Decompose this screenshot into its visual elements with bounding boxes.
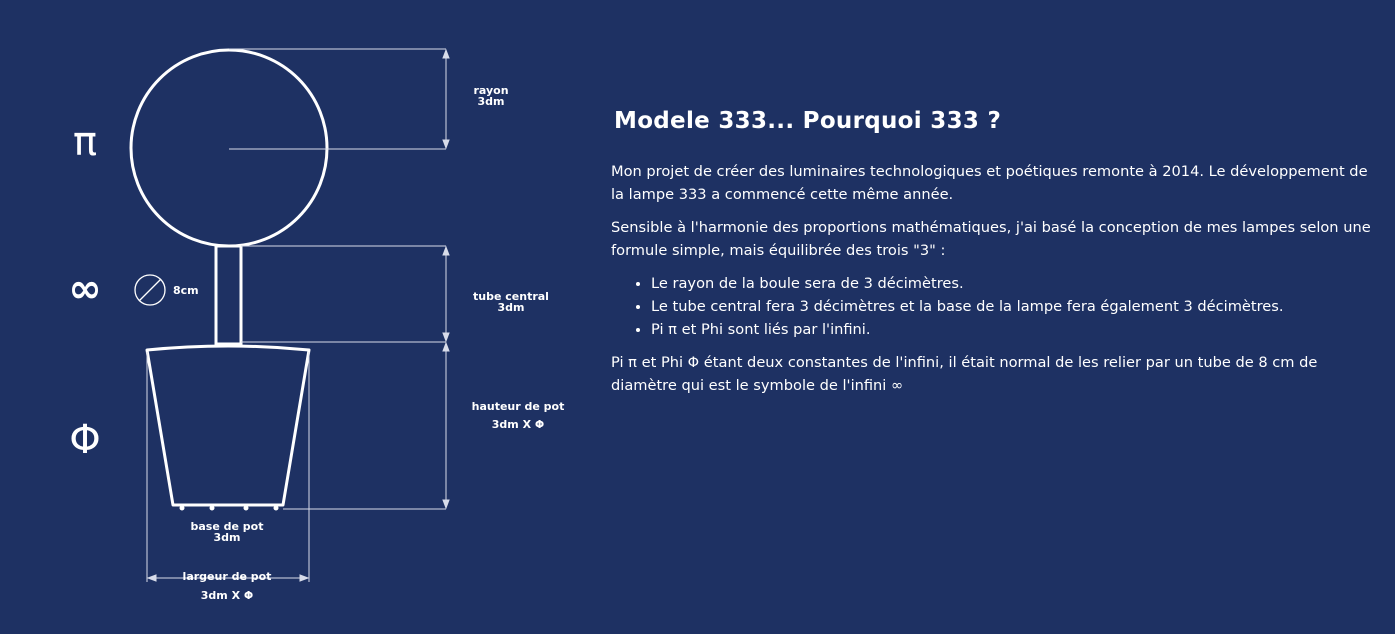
hauteur-dimension bbox=[443, 343, 449, 508]
largeur-label: largeur de pot bbox=[182, 570, 272, 583]
hauteur-label: hauteur de pot bbox=[471, 400, 565, 413]
article-section bbox=[611, 108, 1371, 407]
rayon-dimension bbox=[443, 50, 449, 148]
sphere-shape bbox=[131, 50, 327, 246]
tube-diameter-label: 8cm bbox=[173, 284, 199, 297]
tube-value: 3dm bbox=[497, 301, 525, 314]
intro-paragraph: Mon projet de créer des luminaires technologiques et poétiques remonte à 2014. Le développement de la lampe 333 a commencé cette même année. bbox=[611, 163, 1368, 203]
hauteur-value: 3dm X Φ bbox=[491, 418, 545, 431]
infinity-paragraph: Pi π et Phi Φ étant deux constantes de l'infini, il était normal de les relier par un tube de 8 cm de diamètre qui est le symbole de l'infini ∞ bbox=[611, 354, 1318, 394]
article-title: Modele 333... Pourquoi 333 ? bbox=[614, 108, 1002, 134]
tube-shape bbox=[216, 246, 241, 344]
tube-dimension bbox=[443, 247, 449, 341]
phi-symbol: Φ bbox=[69, 417, 101, 463]
lamp-diagram bbox=[0, 0, 600, 634]
list-item: • Le tube central fera 3 décimètres et la base de la lampe fera également 3 décimètres. bbox=[651, 295, 1371, 318]
largeur-value: 3dm X Φ bbox=[200, 589, 254, 602]
base-value: 3dm bbox=[213, 531, 241, 544]
rayon-value: 3dm bbox=[477, 95, 505, 108]
proportions-paragraph: Sensible à l'harmonie des proportions mathématiques, j'ai basé la conception de mes lampes selon une formule simple, mais équilibrée des trois "3" : bbox=[611, 219, 1371, 259]
rayon-label: rayon bbox=[473, 84, 509, 97]
pi-symbol: π bbox=[72, 119, 98, 165]
list-item: • Le rayon de la boule sera de 3 décimètres. bbox=[651, 272, 1371, 295]
infinity-symbol: ∞ bbox=[68, 266, 102, 312]
rules-list bbox=[611, 272, 1371, 341]
base-label: base de pot bbox=[190, 520, 264, 533]
pot-shape bbox=[147, 346, 309, 505]
tube-label: tube central bbox=[473, 290, 549, 303]
list-item: • Pi π et Phi sont liés par l'infini. bbox=[651, 318, 1371, 341]
